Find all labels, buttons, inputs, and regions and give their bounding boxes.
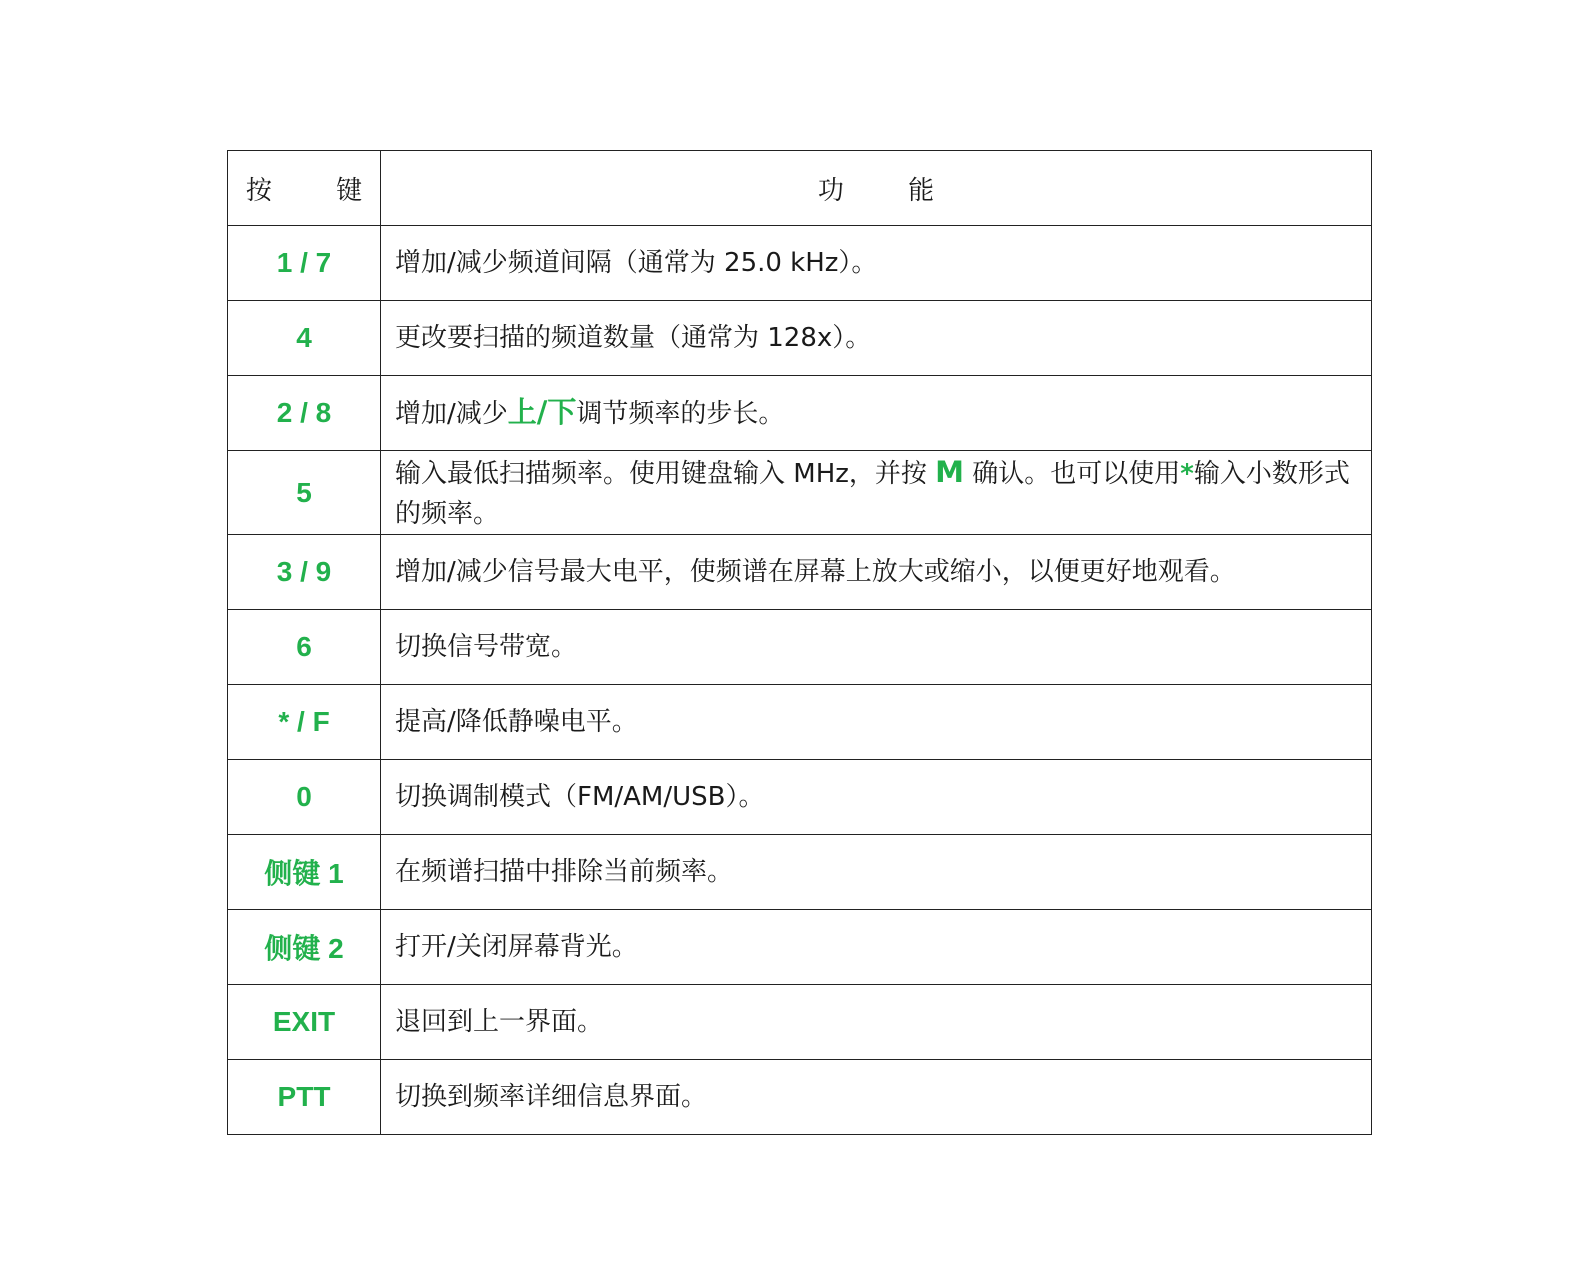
function-cell: 增加/减少频道间隔（通常为 25.0 kHz）。 xyxy=(381,226,1372,301)
desc-text: 确认。也可以使用 xyxy=(964,459,1181,489)
table-row xyxy=(228,301,1372,376)
key-cell: 5 xyxy=(228,451,381,535)
table-row xyxy=(228,226,1372,301)
table-row xyxy=(228,685,1372,760)
table-row xyxy=(228,451,1372,535)
key-cell: PTT xyxy=(228,1060,381,1135)
highlight-text: 上/下 xyxy=(507,395,577,429)
function-cell: 切换到频率详细信息界面。 xyxy=(381,1060,1372,1135)
function-cell: 退回到上一界面。 xyxy=(381,985,1372,1060)
highlight-text: M xyxy=(935,455,965,489)
function-cell: 在频谱扫描中排除当前频率。 xyxy=(381,835,1372,910)
desc-text: 调节频率的步长。 xyxy=(576,399,785,429)
table-row xyxy=(228,835,1372,910)
table-row xyxy=(228,985,1372,1060)
key-cell: 侧键 1 xyxy=(228,835,381,910)
key-cell: 4 xyxy=(228,301,381,376)
function-cell: 切换信号带宽。 xyxy=(381,610,1372,685)
key-function-table xyxy=(227,150,1372,1135)
function-cell: 提高/降低静噪电平。 xyxy=(381,685,1372,760)
function-cell: 打开/关闭屏幕背光。 xyxy=(381,910,1372,985)
table-row xyxy=(228,610,1372,685)
table-header-row xyxy=(228,151,1372,226)
key-cell: 3 / 9 xyxy=(228,535,381,610)
function-cell xyxy=(381,376,1372,451)
highlight-text: * xyxy=(1180,459,1194,489)
header-function: 功 能 xyxy=(381,151,1372,226)
key-cell: EXIT xyxy=(228,985,381,1060)
function-cell xyxy=(381,451,1372,535)
header-key: 按 键 xyxy=(228,151,381,226)
function-cell: 增加/减少信号最大电平，使频谱在屏幕上放大或缩小，以便更好地观看。 xyxy=(381,535,1372,610)
key-cell: 侧键 2 xyxy=(228,910,381,985)
table-row xyxy=(228,910,1372,985)
key-cell: * / F xyxy=(228,685,381,760)
table-row xyxy=(228,376,1372,451)
desc-text: 输入最低扫描频率。使用键盘输入 MHz，并按 xyxy=(395,459,936,489)
desc-text: 输入小数形式的频率。 xyxy=(395,459,1350,529)
function-cell: 切换调制模式（FM/AM/USB）。 xyxy=(381,760,1372,835)
table-row xyxy=(228,535,1372,610)
key-cell: 0 xyxy=(228,760,381,835)
table-row xyxy=(228,760,1372,835)
function-cell: 更改要扫描的频道数量（通常为 128x）。 xyxy=(381,301,1372,376)
desc-text: 增加/减少 xyxy=(395,399,508,429)
table-row xyxy=(228,1060,1372,1135)
key-cell: 1 / 7 xyxy=(228,226,381,301)
key-cell: 2 / 8 xyxy=(228,376,381,451)
key-cell: 6 xyxy=(228,610,381,685)
